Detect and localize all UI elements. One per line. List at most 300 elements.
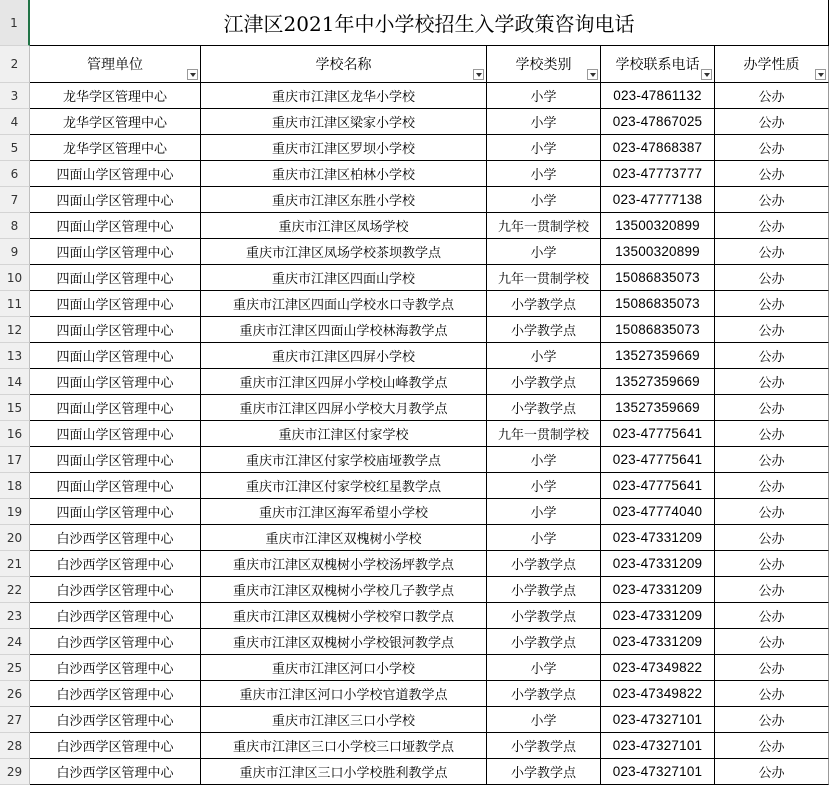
cell-phone[interactable] <box>601 265 715 291</box>
cell-school-name[interactable] <box>201 369 487 395</box>
cell-phone[interactable] <box>601 603 715 629</box>
cell-value: 023-47327101 <box>612 738 703 753</box>
cell-nature[interactable] <box>715 161 829 187</box>
cell-management-unit[interactable] <box>30 83 201 109</box>
row-number[interactable] <box>0 681 30 707</box>
cell-value: 四面山学区管理中心 <box>56 480 174 495</box>
cell-school-name[interactable] <box>201 733 487 759</box>
cell-nature[interactable] <box>715 291 829 317</box>
cell-school-type[interactable] <box>487 629 601 655</box>
row-number-label: 9 <box>10 244 19 259</box>
cell-management-unit[interactable] <box>30 681 201 707</box>
row-number-label: 23 <box>6 608 23 623</box>
cell-management-unit[interactable] <box>30 369 201 395</box>
table-row <box>0 525 829 551</box>
cell-value: 白沙西学区管理中心 <box>56 558 174 573</box>
cell-phone[interactable] <box>601 707 715 733</box>
cell-school-name[interactable] <box>201 603 487 629</box>
row-number-label: 3 <box>10 88 19 103</box>
cell-school-name[interactable] <box>201 265 487 291</box>
row-number[interactable] <box>0 0 30 46</box>
cell-school-type[interactable] <box>487 161 601 187</box>
row-number-label: 16 <box>6 426 23 441</box>
row-number[interactable] <box>0 707 30 733</box>
cell-value: 公办 <box>758 402 785 417</box>
cell-value: 公办 <box>758 766 785 781</box>
filter-dropdown-icon[interactable] <box>815 69 826 80</box>
cell-nature[interactable] <box>715 577 829 603</box>
cell-school-name[interactable] <box>201 109 487 135</box>
cell-school-type[interactable] <box>487 551 601 577</box>
cell-value: 四面山学区管理中心 <box>56 168 174 183</box>
cell-management-unit[interactable] <box>30 655 201 681</box>
cell-value: 公办 <box>758 480 785 495</box>
cell-management-unit[interactable] <box>30 109 201 135</box>
row-number[interactable] <box>0 317 30 343</box>
cell-value: 重庆市江津区付家学校 <box>278 428 409 443</box>
title-row <box>0 0 829 46</box>
cell-nature[interactable] <box>715 733 829 759</box>
cell-school-name[interactable] <box>201 135 487 161</box>
cell-nature[interactable] <box>715 551 829 577</box>
cell-value: 四面山学区管理中心 <box>56 194 174 209</box>
cell-nature[interactable] <box>715 603 829 629</box>
cell-phone[interactable] <box>601 473 715 499</box>
cell-value: 公办 <box>758 428 785 443</box>
cell-value: 白沙西学区管理中心 <box>56 766 174 781</box>
cell-management-unit[interactable] <box>30 161 201 187</box>
cell-value: 公办 <box>758 714 785 729</box>
cell-value: 023-47777138 <box>612 192 703 207</box>
cell-value: 重庆市江津区付家学校庙垭教学点 <box>245 454 441 469</box>
cell-school-type[interactable] <box>487 733 601 759</box>
cell-management-unit[interactable] <box>30 135 201 161</box>
cell-management-unit[interactable] <box>30 707 201 733</box>
cell-nature[interactable] <box>715 239 829 265</box>
cell-nature[interactable] <box>715 447 829 473</box>
cell-value: 公办 <box>758 246 785 261</box>
row-number[interactable] <box>0 603 30 629</box>
row-number-label: 12 <box>6 322 23 337</box>
cell-value: 重庆市江津区三口小学校 <box>271 714 415 729</box>
cell-value: 023-47867025 <box>612 114 703 129</box>
row-number-label: 14 <box>6 374 23 389</box>
cell-value: 公办 <box>758 298 785 313</box>
cell-phone[interactable] <box>601 629 715 655</box>
cell-phone[interactable] <box>601 551 715 577</box>
cell-nature[interactable] <box>715 187 829 213</box>
cell-phone[interactable] <box>601 395 715 421</box>
cell-value: 023-47331209 <box>612 530 703 545</box>
cell-nature[interactable] <box>715 317 829 343</box>
table-row <box>0 733 829 759</box>
cell-value: 小学 <box>530 116 557 131</box>
row-number[interactable] <box>0 655 30 681</box>
header-cell-nature[interactable] <box>715 46 829 83</box>
cell-school-name[interactable] <box>201 317 487 343</box>
table-row <box>0 291 829 317</box>
cell-value: 四面山学区管理中心 <box>56 324 174 339</box>
cell-management-unit[interactable] <box>30 629 201 655</box>
cell-management-unit[interactable] <box>30 265 201 291</box>
cell-phone[interactable] <box>601 759 715 785</box>
cell-school-name[interactable] <box>201 213 487 239</box>
row-number[interactable] <box>0 473 30 499</box>
row-number[interactable] <box>0 83 30 109</box>
cell-school-type[interactable] <box>487 317 601 343</box>
cell-management-unit[interactable] <box>30 343 201 369</box>
cell-value: 023-47331209 <box>612 556 703 571</box>
cell-value: 白沙西学区管理中心 <box>56 714 174 729</box>
cell-school-type[interactable] <box>487 187 601 213</box>
cell-phone[interactable] <box>601 577 715 603</box>
cell-management-unit[interactable] <box>30 213 201 239</box>
cell-management-unit[interactable] <box>30 551 201 577</box>
row-number-label: 5 <box>10 140 19 155</box>
row-number[interactable] <box>0 369 30 395</box>
cell-value: 15086835073 <box>615 322 700 337</box>
cell-value: 小学教学点 <box>510 584 576 599</box>
cell-nature[interactable] <box>715 629 829 655</box>
cell-value: 公办 <box>758 168 785 183</box>
cell-school-name[interactable] <box>201 343 487 369</box>
cell-phone[interactable] <box>601 369 715 395</box>
row-number[interactable] <box>0 525 30 551</box>
row-number-label: 10 <box>6 270 23 285</box>
cell-nature[interactable] <box>715 759 829 785</box>
cell-nature[interactable] <box>715 83 829 109</box>
cell-school-type[interactable] <box>487 577 601 603</box>
cell-nature[interactable] <box>715 109 829 135</box>
header-cell-school-name[interactable] <box>201 46 487 83</box>
cell-phone[interactable] <box>601 343 715 369</box>
cell-value: 重庆市江津区四面山学校 <box>271 272 415 287</box>
cell-school-type[interactable] <box>487 213 601 239</box>
cell-value: 13527359669 <box>615 348 700 363</box>
row-number-label: 15 <box>6 400 23 415</box>
cell-nature[interactable] <box>715 343 829 369</box>
cell-value: 重庆市江津区凤场学校茶坝教学点 <box>245 246 441 261</box>
cell-value: 重庆市江津区四屏小学校 <box>271 350 415 365</box>
table-row <box>0 343 829 369</box>
cell-value: 重庆市江津区罗坝小学校 <box>271 142 415 157</box>
cell-value: 龙华学区管理中心 <box>62 116 167 131</box>
cell-value: 小学 <box>530 90 557 105</box>
filter-dropdown-icon[interactable] <box>473 69 484 80</box>
cell-phone[interactable] <box>601 161 715 187</box>
cell-school-name[interactable] <box>201 525 487 551</box>
cell-management-unit[interactable] <box>30 395 201 421</box>
cell-management-unit[interactable] <box>30 239 201 265</box>
row-number[interactable] <box>0 499 30 525</box>
cell-value: 023-47327101 <box>612 764 703 779</box>
cell-school-name[interactable] <box>201 447 487 473</box>
table-row <box>0 135 829 161</box>
cell-phone[interactable] <box>601 317 715 343</box>
cell-school-name[interactable] <box>201 707 487 733</box>
table-row <box>0 447 829 473</box>
cell-value: 小学教学点 <box>510 766 576 781</box>
cell-value: 四面山学区管理中心 <box>56 350 174 365</box>
cell-management-unit[interactable] <box>30 447 201 473</box>
cell-phone[interactable] <box>601 421 715 447</box>
row-number-label: 18 <box>6 478 23 493</box>
cell-school-type[interactable] <box>487 525 601 551</box>
header-label: 学校名称 <box>315 57 372 73</box>
header-label: 管理单位 <box>87 57 143 73</box>
row-number[interactable] <box>0 161 30 187</box>
cell-value: 023-47773777 <box>612 166 703 181</box>
cell-value: 白沙西学区管理中心 <box>56 584 174 599</box>
cell-school-name[interactable] <box>201 83 487 109</box>
cell-school-type[interactable] <box>487 369 601 395</box>
cell-value: 重庆市江津区双槐树小学校几子教学点 <box>232 584 454 599</box>
cell-school-type[interactable] <box>487 343 601 369</box>
row-number-label: 25 <box>6 660 23 675</box>
cell-value: 公办 <box>758 90 785 105</box>
row-number[interactable] <box>0 135 30 161</box>
cell-value: 四面山学区管理中心 <box>56 454 174 469</box>
row-number[interactable] <box>0 213 30 239</box>
cell-value: 023-47868387 <box>612 140 703 155</box>
cell-value: 公办 <box>758 584 785 599</box>
cell-value: 023-47331209 <box>612 582 703 597</box>
cell-school-type[interactable] <box>487 759 601 785</box>
row-number[interactable] <box>0 733 30 759</box>
cell-school-type[interactable] <box>487 707 601 733</box>
cell-school-type[interactable] <box>487 681 601 707</box>
cell-nature[interactable] <box>715 135 829 161</box>
cell-school-name[interactable] <box>201 161 487 187</box>
row-number[interactable] <box>0 265 30 291</box>
cell-value: 四面山学区管理中心 <box>56 402 174 417</box>
cell-value: 重庆市江津区双槐树小学校银河教学点 <box>232 636 454 651</box>
cell-value: 023-47349822 <box>612 660 703 675</box>
cell-school-type[interactable] <box>487 291 601 317</box>
cell-school-type[interactable] <box>487 395 601 421</box>
row-number[interactable] <box>0 421 30 447</box>
cell-management-unit[interactable] <box>30 603 201 629</box>
row-number[interactable] <box>0 577 30 603</box>
cell-value: 重庆市江津区三口小学校三口垭教学点 <box>232 740 454 755</box>
cell-school-name[interactable] <box>201 681 487 707</box>
cell-school-name[interactable] <box>201 499 487 525</box>
cell-value: 15086835073 <box>615 270 700 285</box>
cell-value: 小学 <box>530 194 557 209</box>
header-cell-school-type[interactable] <box>487 46 601 83</box>
cell-school-type[interactable] <box>487 239 601 265</box>
header-cell-management-unit[interactable] <box>30 46 201 83</box>
cell-nature[interactable] <box>715 265 829 291</box>
table-row <box>0 707 829 733</box>
cell-school-name[interactable] <box>201 629 487 655</box>
cell-value: 公办 <box>758 688 785 703</box>
filter-dropdown-icon[interactable] <box>187 69 198 80</box>
cell-school-type[interactable] <box>487 473 601 499</box>
cell-phone[interactable] <box>601 239 715 265</box>
cell-school-name[interactable] <box>201 239 487 265</box>
cell-management-unit[interactable] <box>30 525 201 551</box>
table-row <box>0 421 829 447</box>
cell-value: 白沙西学区管理中心 <box>56 740 174 755</box>
table-row <box>0 551 829 577</box>
cell-value: 15086835073 <box>615 296 700 311</box>
cell-value: 四面山学区管理中心 <box>56 428 174 443</box>
cell-phone[interactable] <box>601 187 715 213</box>
row-number[interactable] <box>0 239 30 265</box>
cell-nature[interactable] <box>715 525 829 551</box>
cell-school-name[interactable] <box>201 291 487 317</box>
cell-value: 公办 <box>758 116 785 131</box>
cell-phone[interactable] <box>601 447 715 473</box>
cell-nature[interactable] <box>715 395 829 421</box>
cell-value: 白沙西学区管理中心 <box>56 662 174 677</box>
row-number[interactable] <box>0 291 30 317</box>
cell-value: 重庆市江津区四屏小学校大月教学点 <box>239 402 448 417</box>
cell-value: 023-47327101 <box>612 712 703 727</box>
cell-nature[interactable] <box>715 421 829 447</box>
cell-phone[interactable] <box>601 213 715 239</box>
table-row <box>0 603 829 629</box>
cell-phone[interactable] <box>601 525 715 551</box>
filter-dropdown-icon[interactable] <box>587 69 598 80</box>
cell-school-type[interactable] <box>487 603 601 629</box>
cell-phone[interactable] <box>601 655 715 681</box>
row-number[interactable] <box>0 187 30 213</box>
cell-value: 公办 <box>758 506 785 521</box>
cell-management-unit[interactable] <box>30 317 201 343</box>
cell-value: 公办 <box>758 532 785 547</box>
cell-value: 公办 <box>758 350 785 365</box>
cell-value: 公办 <box>758 662 785 677</box>
cell-phone[interactable] <box>601 681 715 707</box>
row-number[interactable] <box>0 46 30 83</box>
cell-value: 公办 <box>758 636 785 651</box>
cell-value: 公办 <box>758 610 785 625</box>
row-number[interactable] <box>0 629 30 655</box>
row-number-label: 22 <box>6 582 23 597</box>
cell-value: 公办 <box>758 558 785 573</box>
cell-management-unit[interactable] <box>30 421 201 447</box>
cell-school-name[interactable] <box>201 187 487 213</box>
cell-management-unit[interactable] <box>30 291 201 317</box>
cell-school-name[interactable] <box>201 421 487 447</box>
cell-management-unit[interactable] <box>30 577 201 603</box>
cell-value: 小学 <box>530 662 557 677</box>
table-row <box>0 213 829 239</box>
cell-value: 重庆市江津区龙华小学校 <box>271 90 415 105</box>
cell-school-name[interactable] <box>201 473 487 499</box>
cell-nature[interactable] <box>715 369 829 395</box>
row-number-label: 6 <box>10 166 19 181</box>
cell-school-name[interactable] <box>201 395 487 421</box>
row-number[interactable] <box>0 551 30 577</box>
row-number[interactable] <box>0 759 30 785</box>
cell-school-type[interactable] <box>487 655 601 681</box>
cell-school-name[interactable] <box>201 577 487 603</box>
cell-value: 龙华学区管理中心 <box>62 142 167 157</box>
sheet-title-cell[interactable] <box>30 0 829 46</box>
cell-phone[interactable] <box>601 733 715 759</box>
table-row <box>0 317 829 343</box>
row-number[interactable] <box>0 109 30 135</box>
cell-phone[interactable] <box>601 499 715 525</box>
cell-value: 九年一贯制学校 <box>497 272 589 287</box>
cell-value: 四面山学区管理中心 <box>56 220 174 235</box>
cell-value: 小学 <box>530 506 557 521</box>
row-number-label: 26 <box>6 686 23 701</box>
cell-value: 小学教学点 <box>510 558 576 573</box>
cell-nature[interactable] <box>715 499 829 525</box>
cell-management-unit[interactable] <box>30 473 201 499</box>
cell-management-unit[interactable] <box>30 759 201 785</box>
cell-value: 小学 <box>530 714 557 729</box>
cell-value: 四面山学区管理中心 <box>56 376 174 391</box>
row-number-label: 17 <box>6 452 23 467</box>
table-row <box>0 369 829 395</box>
cell-school-type[interactable] <box>487 421 601 447</box>
cell-school-type[interactable] <box>487 265 601 291</box>
cell-value: 小学 <box>530 480 557 495</box>
cell-phone[interactable] <box>601 135 715 161</box>
table-row <box>0 265 829 291</box>
cell-phone[interactable] <box>601 109 715 135</box>
cell-value: 公办 <box>758 272 785 287</box>
row-number[interactable] <box>0 447 30 473</box>
cell-phone[interactable] <box>601 291 715 317</box>
cell-value: 白沙西学区管理中心 <box>56 532 174 547</box>
cell-value: 023-47775641 <box>612 478 703 493</box>
cell-value: 023-47861132 <box>613 88 702 103</box>
table-row <box>0 681 829 707</box>
row-number-label: 29 <box>6 764 23 779</box>
cell-nature[interactable] <box>715 473 829 499</box>
cell-nature[interactable] <box>715 655 829 681</box>
cell-value: 公办 <box>758 740 785 755</box>
row-number-label: 21 <box>6 556 23 571</box>
cell-phone[interactable] <box>601 83 715 109</box>
cell-management-unit[interactable] <box>30 499 201 525</box>
cell-management-unit[interactable] <box>30 733 201 759</box>
row-number-label: 13 <box>6 348 23 363</box>
cell-value: 重庆市江津区柏林小学校 <box>271 168 415 183</box>
cell-management-unit[interactable] <box>30 187 201 213</box>
table-row <box>0 473 829 499</box>
cell-value: 白沙西学区管理中心 <box>56 636 174 651</box>
cell-nature[interactable] <box>715 707 829 733</box>
cell-value: 重庆市江津区四屏小学校山峰教学点 <box>239 376 448 391</box>
cell-school-name[interactable] <box>201 551 487 577</box>
row-number-label: 27 <box>6 712 23 727</box>
header-cell-phone[interactable] <box>601 46 715 83</box>
cell-school-name[interactable] <box>201 655 487 681</box>
cell-school-type[interactable] <box>487 83 601 109</box>
row-number[interactable] <box>0 343 30 369</box>
cell-school-type[interactable] <box>487 447 601 473</box>
table-row <box>0 239 829 265</box>
cell-school-type[interactable] <box>487 109 601 135</box>
cell-value: 白沙西学区管理中心 <box>56 688 174 703</box>
filter-dropdown-icon[interactable] <box>701 69 712 80</box>
cell-school-type[interactable] <box>487 135 601 161</box>
cell-nature[interactable] <box>715 681 829 707</box>
cell-value: 四面山学区管理中心 <box>56 246 174 261</box>
cell-school-type[interactable] <box>487 499 601 525</box>
cell-nature[interactable] <box>715 213 829 239</box>
header-row <box>0 46 829 83</box>
cell-school-name[interactable] <box>201 759 487 785</box>
row-number[interactable] <box>0 395 30 421</box>
